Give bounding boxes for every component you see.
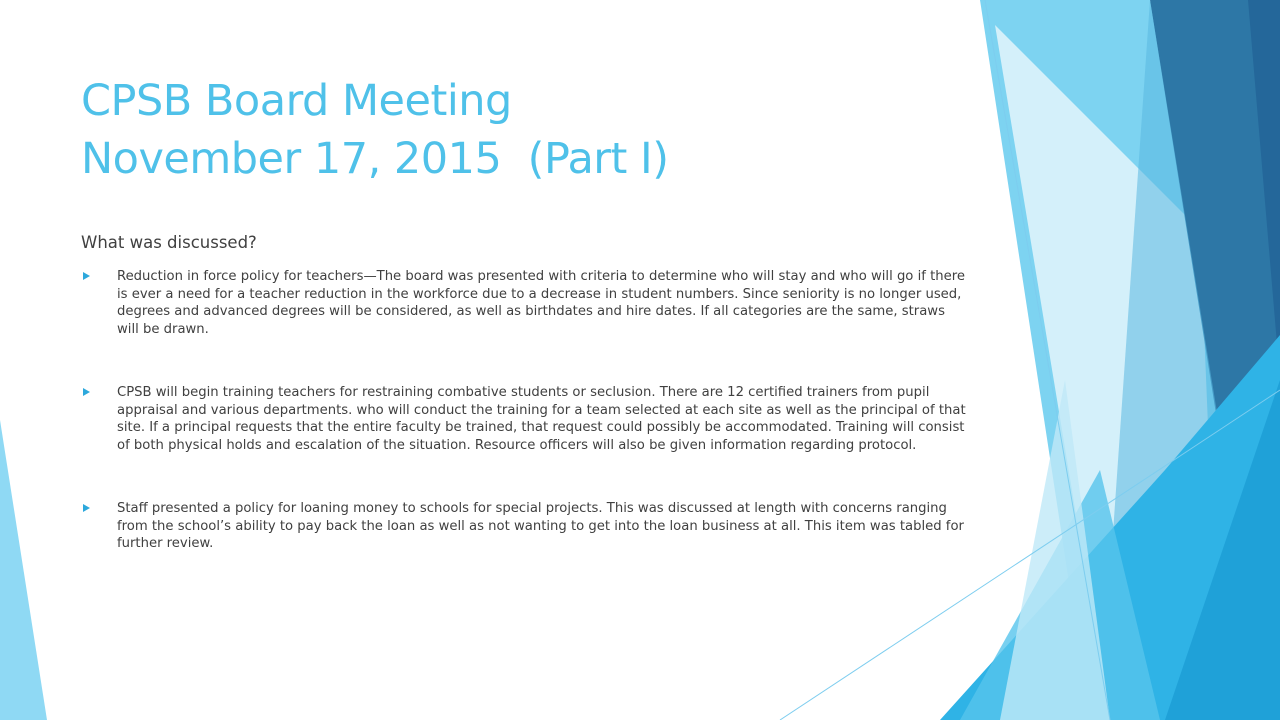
bullet-text: Staff presented a policy for loaning money to schools for special projects. This was discussed at length with concerns ranging from the school’s ability to pay back the loan as well as not wanting to get into the loan business at all. This item was tabled for further review. <box>117 501 964 551</box>
bullet-arrow-icon <box>83 272 90 280</box>
bullet-item-reduction-in-force <box>81 268 966 338</box>
bullet-item-loan-policy <box>81 500 966 553</box>
title-line-2: November 17, 2015 (Part I) <box>81 134 669 184</box>
bullet-list <box>81 268 966 553</box>
bullet-arrow-icon <box>83 388 90 396</box>
bullet-text: Reduction in force policy for teachers—The board was presented with criteria to determine who will stay and who will go if there is ever a need for a teacher reduction in the workforce due to a decrease in student numbers. Since seniority is no longer used, degrees and advanced degrees will be considered, as well as birthdates and hire dates. If all categories are the same, straws will be drawn. <box>117 269 965 337</box>
bullet-arrow-icon <box>83 504 90 512</box>
bullet-item-restraint-training <box>81 384 966 454</box>
subheading: What was discussed? <box>81 233 257 252</box>
title-line-1: CPSB Board Meeting <box>81 76 512 126</box>
bullet-text: CPSB will begin training teachers for restraining combative students or seclusion. There are 12 certified trainers from pupil appraisal and various departments. who will conduct the training for a team selected at each site as well as the principal of that site. If a principal requests that the entire faculty be trained, that request could possibly be accommodated. Training will consist of both physical holds and escalation of the situation. Resource officers will also be given information regarding protocol. <box>117 385 966 453</box>
slide-title <box>81 72 668 188</box>
left-edge-shape <box>0 420 47 720</box>
